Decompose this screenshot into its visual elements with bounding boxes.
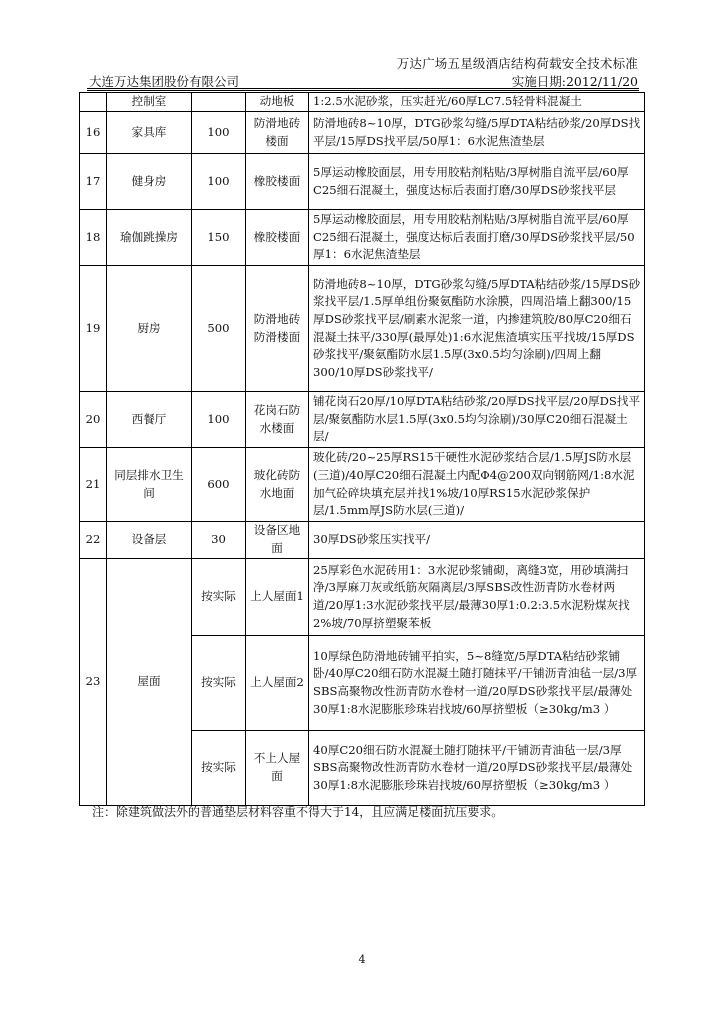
table-note: 注：除建筑做法外的普通垫层材料容重不得大于14，且应满足楼面抗压要求。 (92, 805, 504, 819)
room-name: 健身房 (107, 154, 192, 210)
floor-load-table (79, 92, 645, 806)
table-row (80, 522, 645, 559)
load-value: 600 (192, 448, 246, 522)
construction-method: 30厚DS砂浆压实找平/ (309, 522, 645, 559)
room-name: 西餐厅 (107, 392, 192, 448)
room-name: 家具库 (107, 112, 192, 154)
floor-type: 防滑地砖楼面 (246, 112, 309, 154)
floor-type: 橡胶楼面 (246, 154, 309, 210)
load-value: 500 (192, 266, 246, 392)
floor-type: 上人屋面1 (246, 559, 309, 636)
construction-method: 防滑地砖8~10厚，DTG砂浆勾缝/5厚DTA粘结砂浆/20厚DS找平层/15厚DS找平层/50厚1：6水泥焦渣垫层 (309, 112, 645, 154)
floor-type: 动地板 (246, 93, 309, 112)
table-row (80, 210, 645, 266)
load-value: 100 (192, 154, 246, 210)
load-value: 100 (192, 392, 246, 448)
load-value: 100 (192, 112, 246, 154)
load-value: 30 (192, 522, 246, 559)
floor-type: 不上人屋面 (246, 731, 309, 806)
company-name: 大连万达集团股份有限公司 (89, 74, 240, 89)
construction-method: 防滑地砖8~10厚，DTG砂浆勾缝/5厚DTA粘结砂浆/15厚DS砂浆找平层/1.5厚单组份聚氨酯防水涂膜，四周沿墙上翻300/15厚DS砂浆找平层/刷素水泥浆一道，内掺建筑胶/80厚C20细石混凝土抹平/330厚(最厚处)1:6水泥焦渣填实压平找坡/15厚DS砂浆找平/聚氨酯防水层1.5厚(3x0.5均匀涂刷)/四周上翻300/10厚DS砂浆找平/ (309, 266, 645, 392)
room-name: 设备层 (107, 522, 192, 559)
load-value: 150 (192, 210, 246, 266)
row-number (80, 93, 107, 112)
row-number: 20 (80, 392, 107, 448)
floor-type: 设备区地面 (246, 522, 309, 559)
table-row (80, 266, 645, 392)
room-name: 同层排水卫生间 (107, 448, 192, 522)
construction-method: 5厚运动橡胶面层，用专用胶粘剂粘贴/3厚树脂自流平层/60厚C25细石混凝土，强度达标后表面打磨/30厚DS砂浆找平层/50厚1：6水泥焦渣垫层 (309, 210, 645, 266)
room-name: 厨房 (107, 266, 192, 392)
construction-method: 25厚彩色水泥砖用1：3水泥砂浆铺砌，离缝3宽，用砂填满扫净/3厚麻刀灰或纸筋灰隔离层/3厚SBS改性沥青防水卷材两道/20厚1:3水泥砂浆找平层/最薄30厚1:0.2:3.5水泥粉煤灰找2%坡/70厚挤塑聚苯板 (309, 559, 645, 636)
row-number: 18 (80, 210, 107, 266)
load-basis: 按实际 (192, 636, 246, 731)
construction-method: 10厚绿色防滑地砖铺平拍实，5~8缝宽/5厚DTA粘结砂浆铺卧/40厚C20细石防水混凝土随打随抹平/干铺沥青油毡一层/3厚SBS高聚物改性沥青防水卷材一道/20厚DS砂浆找平层/最薄处30厚1:8水泥膨胀珍珠岩找坡/60厚挤塑板（≥30kg/m3 ） (309, 636, 645, 731)
construction-method: 40厚C20细石防水混凝土随打随抹平/干铺沥青油毡一层/3厚SBS高聚物改性沥青防水卷材一道/20厚DS砂浆找平层/最薄处30厚1:8水泥膨胀珍珠岩找坡/60厚挤塑板（≥30kg/m3 ） (309, 731, 645, 806)
table-row (80, 93, 645, 112)
row-number: 22 (80, 522, 107, 559)
header-rule (87, 88, 639, 89)
load-basis: 按实际 (192, 731, 246, 806)
construction-method: 铺花岗石20厚/10厚DTA粘结砂浆/20厚DS找平层/20厚DS找平层/聚氨酯防水层1.5厚(3x0.5均匀涂刷)/30厚C20细石混凝土层/ (309, 392, 645, 448)
table-row (80, 154, 645, 210)
floor-type: 玻化砖防水地面 (246, 448, 309, 522)
header-rule-inner (87, 90, 639, 91)
floor-type: 橡胶楼面 (246, 210, 309, 266)
table-row (80, 392, 645, 448)
floor-type: 防滑地砖防滑楼面 (246, 266, 309, 392)
row-number: 21 (80, 448, 107, 522)
document-title: 万达广场五星级酒店结构荷载安全技术标准 (396, 56, 638, 71)
load-value (192, 93, 246, 112)
room-name: 瑜伽跳操房 (107, 210, 192, 266)
construction-method: 玻化砖/20~25厚RS15干硬性水泥砂浆结合层/1.5厚JS防水层(三道)/40厚C20细石混凝土内配Φ4@200双向钢筋网/1:8水泥加气砼碎块填充层并找1%坡/10厚RS15水泥砂浆保护层/1.5mm厚JS防水层(三道)/ (309, 448, 645, 522)
page-number: 4 (358, 953, 366, 966)
table-row (80, 559, 645, 636)
construction-method: 1:2.5水泥砂浆，压实赶光/60厚LC7.5轻骨料混凝土 (309, 93, 645, 112)
row-number: 17 (80, 154, 107, 210)
implementation-date: 实施日期:2012/11/20 (511, 74, 638, 89)
table-row (80, 112, 645, 154)
construction-method: 5厚运动橡胶面层，用专用胶粘剂粘贴/3厚树脂自流平层/60厚C25细石混凝土，强度达标后表面打磨/30厚DS砂浆找平层 (309, 154, 645, 210)
table-row (80, 448, 645, 522)
room-name: 控制室 (107, 93, 192, 112)
room-name: 屋面 (107, 559, 192, 806)
load-basis: 按实际 (192, 559, 246, 636)
floor-type: 上人屋面2 (246, 636, 309, 731)
row-number: 23 (80, 559, 107, 806)
row-number: 19 (80, 266, 107, 392)
floor-type: 花岗石防水楼面 (246, 392, 309, 448)
row-number: 16 (80, 112, 107, 154)
